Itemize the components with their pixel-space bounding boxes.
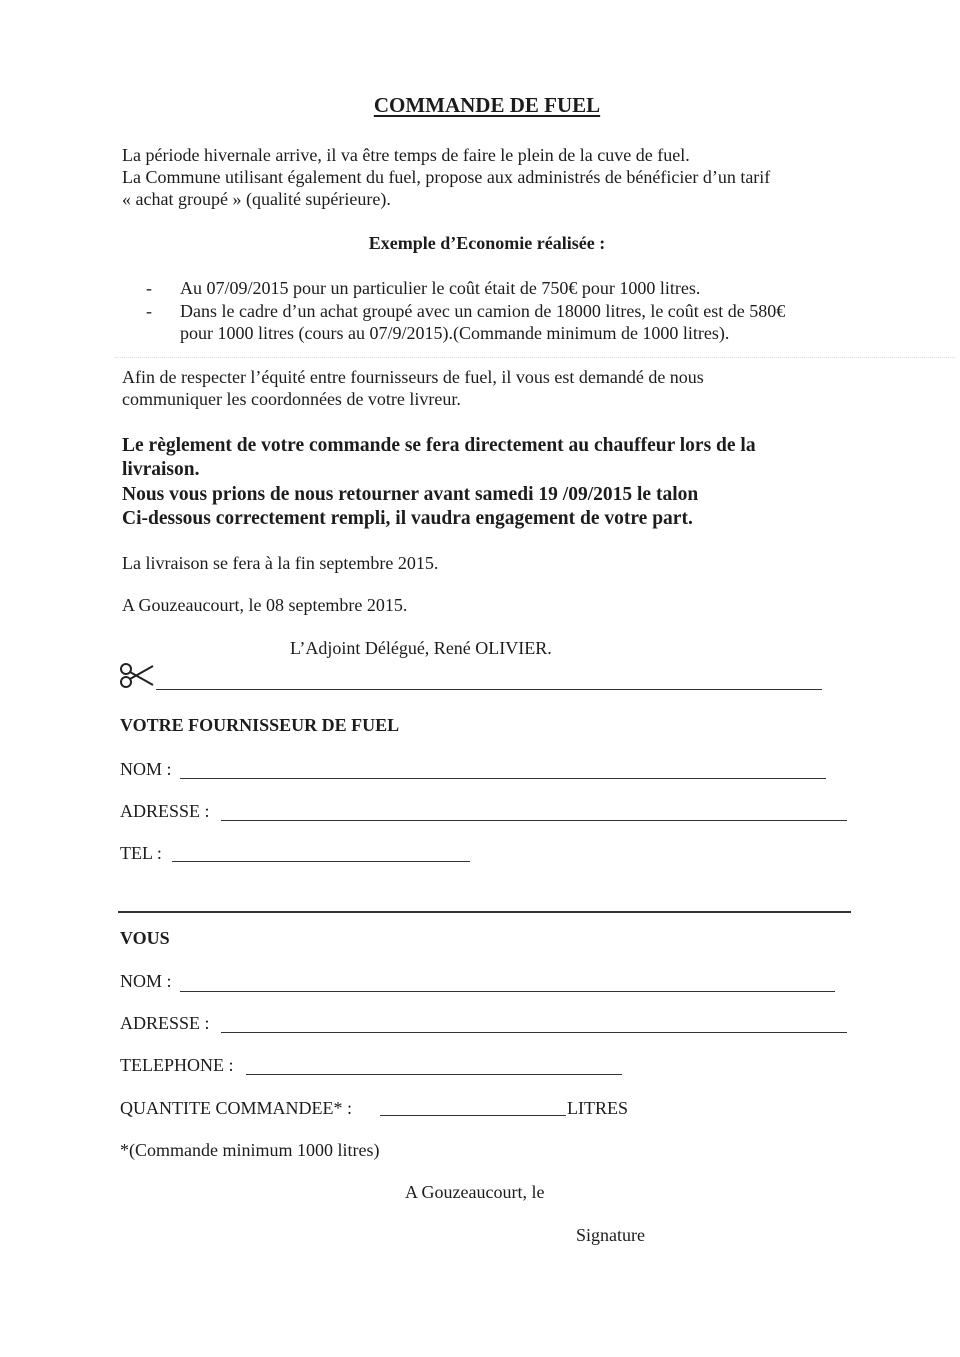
quantity-footnote: *(Commande minimum 1000 litres) <box>120 1140 380 1160</box>
example-bullet-2-line-2: pour 1000 litres (cours au 07/9/2015).(Commande minimum de 1000 litres). <box>180 323 730 343</box>
notice-line-4: Ci-dessous correctement rempli, il vaudra engagement de votre part. <box>122 508 693 529</box>
you-telephone-field[interactable] <box>246 1074 622 1075</box>
supplier-tel-label: TEL : <box>120 843 162 863</box>
example-bullet-1: Au 07/09/2015 pour un particulier le coût était de 750€ pour 1000 litres. <box>180 278 701 298</box>
signatory-text: L’Adjoint Délégué, René OLIVIER. <box>290 638 552 658</box>
document-title: COMMANDE DE FUEL <box>373 93 601 117</box>
scan-artifact-line <box>115 357 955 358</box>
section-divider <box>118 911 851 913</box>
place-label: A Gouzeaucourt, le <box>405 1182 545 1202</box>
quantity-field[interactable] <box>380 1115 566 1116</box>
supplier-adresse-label: ADRESSE : <box>120 801 210 821</box>
you-section-heading: VOUS <box>120 928 170 948</box>
supplier-tel-field[interactable] <box>172 861 470 862</box>
bullet-marker-2: - <box>146 301 152 321</box>
notice-line-3: Nous vous prions de nous retourner avant samedi 19 /09/2015 le talon <box>122 484 699 505</box>
quantity-label: QUANTITE COMMANDEE* : <box>120 1098 352 1118</box>
bullet-marker-1: - <box>146 278 152 298</box>
cut-line <box>156 689 822 690</box>
equity-line-1: Afin de respecter l’équité entre fournisseurs de fuel, il vous est demandé de nous <box>122 367 704 387</box>
you-nom-label: NOM : <box>120 971 172 991</box>
supplier-nom-label: NOM : <box>120 759 172 779</box>
scissors-icon <box>119 660 155 690</box>
intro-line-3: « achat groupé » (qualité supérieure). <box>122 189 391 209</box>
intro-line-2: La Commune utilisant également du fuel, propose aux administrés de bénéficier d’un tarif <box>122 167 771 187</box>
supplier-adresse-field[interactable] <box>221 820 847 821</box>
you-telephone-label: TELEPHONE : <box>120 1055 234 1075</box>
notice-line-2: livraison. <box>122 459 200 480</box>
quantity-unit: LITRES <box>567 1098 628 1118</box>
delivery-text: La livraison se fera à la fin septembre 2015. <box>122 553 439 573</box>
place-date-text: A Gouzeaucourt, le 08 septembre 2015. <box>122 595 408 615</box>
supplier-nom-field[interactable] <box>180 778 826 779</box>
you-adresse-label: ADRESSE : <box>120 1013 210 1033</box>
signature-label: Signature <box>576 1225 645 1245</box>
example-heading: Exemple d’Economie réalisée : <box>368 233 606 253</box>
example-bullet-2-line-1: Dans le cadre d’un achat groupé avec un camion de 18000 litres, le coût est de 580€ <box>180 301 786 321</box>
notice-line-1: Le règlement de votre commande se fera directement au chauffeur lors de la <box>122 435 756 456</box>
equity-line-2: communiquer les coordonnées de votre livreur. <box>122 389 461 409</box>
you-adresse-field[interactable] <box>221 1032 847 1033</box>
supplier-section-heading: VOTRE FOURNISSEUR DE FUEL <box>120 715 400 735</box>
intro-line-1: La période hivernale arrive, il va être temps de faire le plein de la cuve de fuel. <box>122 145 690 165</box>
you-nom-field[interactable] <box>180 991 835 992</box>
